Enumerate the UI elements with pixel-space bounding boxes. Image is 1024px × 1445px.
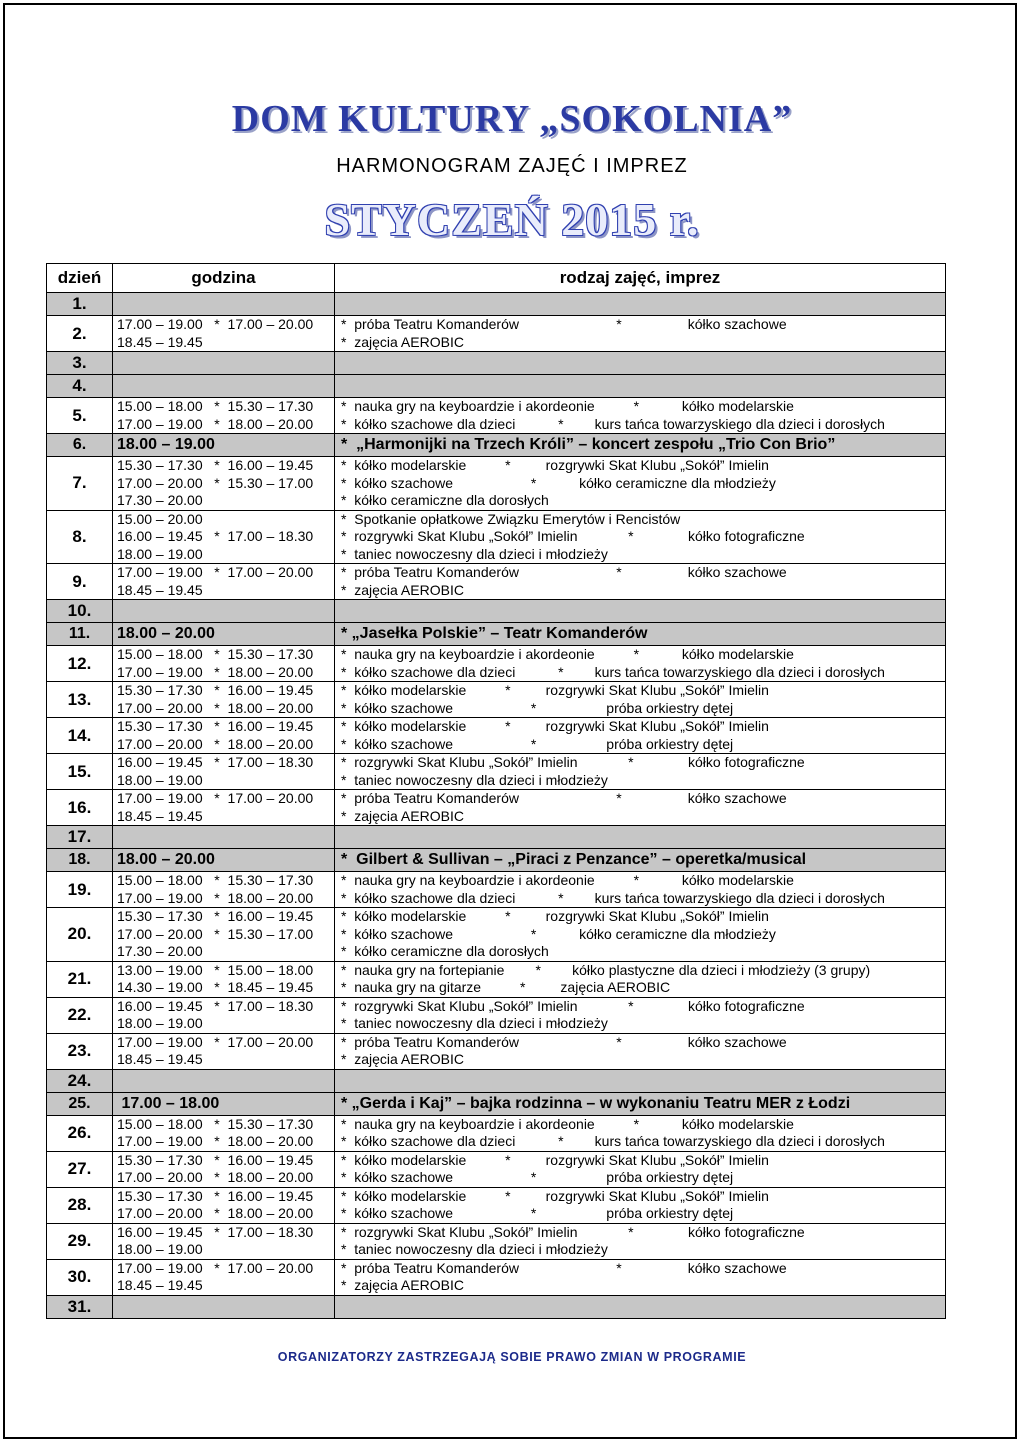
table-row <box>47 1259 946 1295</box>
day-cell: 15. <box>47 754 113 790</box>
activity-cell <box>335 623 946 646</box>
activity-line: * kółko modelarskie * rozgrywki Skat Klubu „Sokół” Imielin <box>341 1151 769 1168</box>
time-cell <box>113 293 335 316</box>
time-line: 17.00 – 19.00 * 18.00 – 20.00 <box>117 1133 314 1149</box>
activity-line: * zajęcia AEROBIC <box>341 333 464 350</box>
day-cell: 25. <box>47 1092 113 1115</box>
activity-cell <box>335 718 946 754</box>
activity-line: * kółko szachowe dla dzieci * kurs tańca towarzyskiego dla dzieci i dorosłych <box>341 415 885 432</box>
activity-cell <box>335 600 946 623</box>
activity-cell <box>335 398 946 434</box>
day-cell: 7. <box>47 457 113 511</box>
table-row <box>47 718 946 754</box>
time-line: 13.00 – 19.00 * 15.00 – 18.00 <box>117 961 314 978</box>
time-line: 16.00 – 19.45 * 17.00 – 18.30 <box>117 997 314 1014</box>
table-row <box>47 434 946 457</box>
day-cell: 10. <box>47 600 113 623</box>
table-row <box>47 646 946 682</box>
activity-line: * próba Teatru Komanderów * kółko szachowe <box>341 564 787 580</box>
activity-line: * kółko szachowe * kółko ceramiczne dla młodzieży <box>341 474 776 491</box>
activity-cell <box>335 1187 946 1223</box>
table-row <box>47 1295 946 1318</box>
activity-cell <box>335 790 946 826</box>
activity-line: * taniec nowoczesny dla dzieci i młodzieży <box>341 1015 608 1031</box>
activity-line: * kółko modelarskie * rozgrywki Skat Klubu „Sokół” Imielin <box>341 682 769 698</box>
day-cell: 1. <box>47 293 113 316</box>
activity-line: * „Harmonijki na Trzech Króli” – koncert zespołu „Trio Con Brio” <box>341 436 836 454</box>
activity-line: * rozgrywki Skat Klubu „Sokół” Imielin * kółko fotograficzne <box>341 528 805 544</box>
activity-cell <box>335 1092 946 1115</box>
day-cell: 8. <box>47 510 113 564</box>
time-cell <box>113 623 335 646</box>
day-cell: 3. <box>47 352 113 375</box>
time-line: 15.30 – 17.30 * 16.00 – 19.45 <box>117 1151 314 1168</box>
day-cell: 21. <box>47 961 113 997</box>
activity-line: * nauka gry na keyboardzie i akordeonie * kółko modelarskie <box>341 872 794 888</box>
table-row <box>47 872 946 908</box>
time-line: 17.00 – 19.00 * 17.00 – 20.00 <box>117 564 314 580</box>
activity-line: * nauka gry na keyboardzie i akordeonie * kółko modelarskie <box>341 1115 794 1132</box>
activity-cell <box>335 961 946 997</box>
time-cell <box>113 849 335 872</box>
day-cell: 9. <box>47 564 113 600</box>
time-cell <box>113 682 335 718</box>
activity-line: * próba Teatru Komanderów * kółko szachowe <box>341 316 787 332</box>
activity-cell <box>335 849 946 872</box>
table-row <box>47 1115 946 1151</box>
table-row <box>47 1151 946 1187</box>
activity-line: * nauka gry na keyboardzie i akordeonie * kółko modelarskie <box>341 646 794 662</box>
table-row <box>47 849 946 872</box>
table-row <box>47 1223 946 1259</box>
time-cell <box>113 997 335 1033</box>
time-cell <box>113 718 335 754</box>
time-line: 16.00 – 19.45 * 17.00 – 18.30 <box>117 754 314 770</box>
day-cell: 14. <box>47 718 113 754</box>
activity-line: * próba Teatru Komanderów * kółko szachowe <box>341 790 787 806</box>
activity-cell <box>335 1069 946 1092</box>
time-line: 18.45 – 19.45 <box>117 1277 203 1293</box>
time-line: 16.00 – 19.45 * 17.00 – 18.30 <box>117 1223 314 1240</box>
activity-cell <box>335 646 946 682</box>
time-line: 18.45 – 19.45 <box>117 1051 203 1067</box>
time-cell <box>113 375 335 398</box>
time-cell <box>113 1259 335 1295</box>
activity-cell <box>335 754 946 790</box>
activity-cell <box>335 1259 946 1295</box>
time-cell <box>113 352 335 375</box>
time-cell <box>113 564 335 600</box>
header-activity: rodzaj zajęć, imprez <box>335 264 946 293</box>
day-cell: 11. <box>47 623 113 646</box>
day-cell: 18. <box>47 849 113 872</box>
activity-line: * kółko szachowe dla dzieci * kurs tańca towarzyskiego dla dzieci i dorosłych <box>341 1133 885 1149</box>
activity-line: * próba Teatru Komanderów * kółko szachowe <box>341 1259 787 1276</box>
time-cell <box>113 1187 335 1223</box>
table-row <box>47 754 946 790</box>
table-row <box>47 375 946 398</box>
table-row <box>47 398 946 434</box>
time-line: 18.45 – 19.45 <box>117 581 203 598</box>
time-cell <box>113 1115 335 1151</box>
time-line: 15.00 – 18.00 * 15.30 – 17.30 <box>117 398 314 414</box>
table-row <box>47 961 946 997</box>
table-row <box>47 1033 946 1069</box>
page-title: DOM KULTURY „SOKOLNIA” <box>231 98 793 140</box>
page-subtitle: HARMONOGRAM ZAJĘĆ I IMPREZ <box>336 155 688 177</box>
activity-line: * kółko szachowe * próba orkiestry dętej <box>341 1205 734 1221</box>
time-line: 15.00 – 20.00 <box>117 510 203 527</box>
table-row <box>47 457 946 511</box>
activity-cell <box>335 510 946 564</box>
activity-line: * kółko ceramiczne dla dorosłych <box>341 943 549 959</box>
activity-line: * rozgrywki Skat Klubu „Sokół” Imielin * kółko fotograficzne <box>341 754 805 770</box>
time-line: 17.30 – 20.00 <box>117 943 203 959</box>
time-line: 17.00 – 20.00 * 18.00 – 20.00 <box>117 699 314 716</box>
footer-note: ORGANIZATORZY ZASTRZEGAJĄ SOBIE PRAWO ZMIAN W PROGRAMIE <box>277 1350 747 1364</box>
activity-line: * kółko modelarskie * rozgrywki Skat Klubu „Sokół” Imielin <box>341 457 769 473</box>
day-cell: 30. <box>47 1259 113 1295</box>
table-row <box>47 316 946 352</box>
table-row <box>47 352 946 375</box>
activity-cell <box>335 457 946 511</box>
time-cell <box>113 908 335 962</box>
day-cell: 23. <box>47 1033 113 1069</box>
activity-cell <box>335 1151 946 1187</box>
time-line: 14.30 – 19.00 * 18.45 – 19.45 <box>117 979 314 995</box>
time-line: 18.00 – 19.00 <box>117 771 203 788</box>
time-cell <box>113 510 335 564</box>
table-row <box>47 682 946 718</box>
activity-line: * zajęcia AEROBIC <box>341 1051 464 1067</box>
day-cell: 22. <box>47 997 113 1033</box>
time-line: 18.00 – 20.00 <box>117 851 215 869</box>
time-line: 15.00 – 18.00 * 15.30 – 17.30 <box>117 646 314 662</box>
day-cell: 17. <box>47 826 113 849</box>
time-cell <box>113 872 335 908</box>
time-line: 17.00 – 19.00 * 18.00 – 20.00 <box>117 889 314 906</box>
activity-cell <box>335 293 946 316</box>
activity-line: * kółko szachowe * próba orkiestry dętej <box>341 735 734 752</box>
activity-cell <box>335 1033 946 1069</box>
time-line: 17.00 – 20.00 * 18.00 – 20.00 <box>117 1169 314 1185</box>
activity-cell <box>335 682 946 718</box>
time-cell <box>113 1223 335 1259</box>
time-line: 18.45 – 19.45 <box>117 807 203 824</box>
schedule-body <box>47 293 946 1319</box>
day-cell: 19. <box>47 872 113 908</box>
activity-cell <box>335 564 946 600</box>
time-cell <box>113 1295 335 1318</box>
header-day: dzień <box>47 264 113 293</box>
activity-line: * nauka gry na fortepianie * kółko plastyczne dla dzieci i młodzieży (3 grupy) <box>341 961 871 978</box>
time-line: 17.00 – 19.00 * 17.00 – 20.00 <box>117 790 314 806</box>
time-cell <box>113 1151 335 1187</box>
activity-line: * zajęcia AEROBIC <box>341 581 464 598</box>
time-line: 17.00 – 19.00 * 17.00 – 20.00 <box>117 316 314 332</box>
activity-line: * próba Teatru Komanderów * kółko szachowe <box>341 1033 787 1050</box>
time-cell <box>113 1092 335 1115</box>
day-cell: 13. <box>47 682 113 718</box>
day-cell: 16. <box>47 790 113 826</box>
activity-line: * kółko szachowe dla dzieci * kurs tańca towarzyskiego dla dzieci i dorosłych <box>341 889 885 906</box>
time-line: 15.00 – 18.00 * 15.30 – 17.30 <box>117 872 314 888</box>
time-cell <box>113 600 335 623</box>
time-cell <box>113 1033 335 1069</box>
activity-line: * kółko modelarskie * rozgrywki Skat Klubu „Sokół” Imielin <box>341 1187 769 1204</box>
day-cell: 29. <box>47 1223 113 1259</box>
time-line: 18.00 – 20.00 <box>117 625 215 643</box>
table-row <box>47 790 946 826</box>
time-line: 18.45 – 19.45 <box>117 333 203 350</box>
time-cell <box>113 961 335 997</box>
activity-cell <box>335 352 946 375</box>
activity-line: * „Jasełka Polskie” – Teatr Komanderów <box>341 625 648 643</box>
time-cell <box>113 457 335 511</box>
time-cell <box>113 316 335 352</box>
time-cell <box>113 434 335 457</box>
time-line: 16.00 – 19.45 * 17.00 – 18.30 <box>117 528 314 544</box>
time-cell <box>113 826 335 849</box>
table-row <box>47 293 946 316</box>
table-header-row <box>47 264 946 293</box>
day-cell: 20. <box>47 908 113 962</box>
activity-cell <box>335 316 946 352</box>
activity-cell <box>335 872 946 908</box>
activity-cell <box>335 826 946 849</box>
activity-line: * „Gerda i Kaj” – bajka rodzinna – w wykonaniu Teatru MER z Łodzi <box>341 1094 851 1112</box>
time-cell <box>113 1069 335 1092</box>
day-cell: 28. <box>47 1187 113 1223</box>
time-cell <box>113 790 335 826</box>
activity-line: * zajęcia AEROBIC <box>341 807 464 824</box>
day-cell: 12. <box>47 646 113 682</box>
activity-cell <box>335 1295 946 1318</box>
activity-line: * zajęcia AEROBIC <box>341 1277 464 1293</box>
time-line: 17.00 – 20.00 * 15.30 – 17.00 <box>117 474 314 491</box>
activity-line: * kółko ceramiczne dla dorosłych <box>341 492 549 508</box>
activity-line: * kółko szachowe * próba orkiestry dętej <box>341 1169 734 1185</box>
activity-cell <box>335 1223 946 1259</box>
day-cell: 6. <box>47 434 113 457</box>
time-line: 18.00 – 19.00 <box>117 1015 203 1031</box>
activity-line: * nauka gry na gitarze * zajęcia AEROBIC <box>341 979 671 995</box>
activity-line: * kółko szachowe dla dzieci * kurs tańca towarzyskiego dla dzieci i dorosłych <box>341 663 885 680</box>
table-row <box>47 600 946 623</box>
day-cell: 5. <box>47 398 113 434</box>
time-line: 17.00 – 19.00 * 17.00 – 20.00 <box>117 1033 314 1050</box>
activity-cell <box>335 375 946 398</box>
time-line: 18.00 – 19.00 <box>117 545 203 562</box>
table-row <box>47 1069 946 1092</box>
day-cell: 24. <box>47 1069 113 1092</box>
time-cell <box>113 646 335 682</box>
activity-line: * rozgrywki Skat Klubu „Sokół” Imielin * kółko fotograficzne <box>341 1223 805 1240</box>
day-cell: 31. <box>47 1295 113 1318</box>
time-cell <box>113 398 335 434</box>
header-time: godzina <box>113 264 335 293</box>
day-cell: 4. <box>47 375 113 398</box>
activity-line: * kółko szachowe * próba orkiestry dętej <box>341 699 734 716</box>
day-cell: 26. <box>47 1115 113 1151</box>
day-cell: 27. <box>47 1151 113 1187</box>
activity-cell <box>335 1115 946 1151</box>
table-row <box>47 510 946 564</box>
month-heading: STYCZEŃ 2015 r. <box>324 194 700 245</box>
activity-line: * kółko szachowe * kółko ceramiczne dla młodzieży <box>341 925 776 942</box>
time-line: 17.00 – 20.00 * 18.00 – 20.00 <box>117 735 314 752</box>
table-row <box>47 997 946 1033</box>
time-line: 17.00 – 20.00 * 15.30 – 17.00 <box>117 925 314 942</box>
activity-line: * taniec nowoczesny dla dzieci i młodzieży <box>341 1241 608 1257</box>
activity-line: * kółko modelarskie * rozgrywki Skat Klubu „Sokół” Imielin <box>341 908 769 924</box>
time-line: 17.00 – 20.00 * 18.00 – 20.00 <box>117 1205 314 1221</box>
time-cell <box>113 754 335 790</box>
time-line: 17.30 – 20.00 <box>117 492 203 508</box>
activity-cell <box>335 434 946 457</box>
table-row <box>47 826 946 849</box>
time-line: 17.00 – 19.00 * 18.00 – 20.00 <box>117 415 314 432</box>
time-line: 15.30 – 17.30 * 16.00 – 19.45 <box>117 457 314 473</box>
table-row <box>47 564 946 600</box>
activity-line: * kółko modelarskie * rozgrywki Skat Klubu „Sokół” Imielin <box>341 718 769 734</box>
activity-line: * taniec nowoczesny dla dzieci i młodzieży <box>341 545 608 562</box>
time-line: 15.00 – 18.00 * 15.30 – 17.30 <box>117 1115 314 1132</box>
time-line: 15.30 – 17.30 * 16.00 – 19.45 <box>117 718 314 734</box>
schedule-table <box>46 263 946 1319</box>
activity-cell <box>335 997 946 1033</box>
activity-line: * Gilbert & Sullivan – „Piraci z Penzance” – operetka/musical <box>341 851 807 869</box>
time-line: 15.30 – 17.30 * 16.00 – 19.45 <box>117 682 314 698</box>
table-row <box>47 1187 946 1223</box>
time-line: 17.00 – 19.00 * 17.00 – 20.00 <box>117 1259 314 1276</box>
activity-line: * nauka gry na keyboardzie i akordeonie * kółko modelarskie <box>341 398 794 414</box>
activity-line: * taniec nowoczesny dla dzieci i młodzieży <box>341 771 608 788</box>
table-row <box>47 1092 946 1115</box>
time-line: 18.00 – 19.00 <box>117 1241 203 1257</box>
table-row <box>47 908 946 962</box>
time-line: 15.30 – 17.30 * 16.00 – 19.45 <box>117 908 314 924</box>
time-line: 17.00 – 18.00 <box>117 1094 220 1112</box>
day-cell: 2. <box>47 316 113 352</box>
activity-line: * rozgrywki Skat Klubu „Sokół” Imielin * kółko fotograficzne <box>341 997 805 1014</box>
table-row <box>47 623 946 646</box>
activity-line: * Spotkanie opłatkowe Związku Emerytów i Rencistów <box>341 510 681 527</box>
time-line: 15.30 – 17.30 * 16.00 – 19.45 <box>117 1187 314 1204</box>
time-line: 17.00 – 19.00 * 18.00 – 20.00 <box>117 663 314 680</box>
time-line: 18.00 – 19.00 <box>117 436 215 454</box>
activity-cell <box>335 908 946 962</box>
